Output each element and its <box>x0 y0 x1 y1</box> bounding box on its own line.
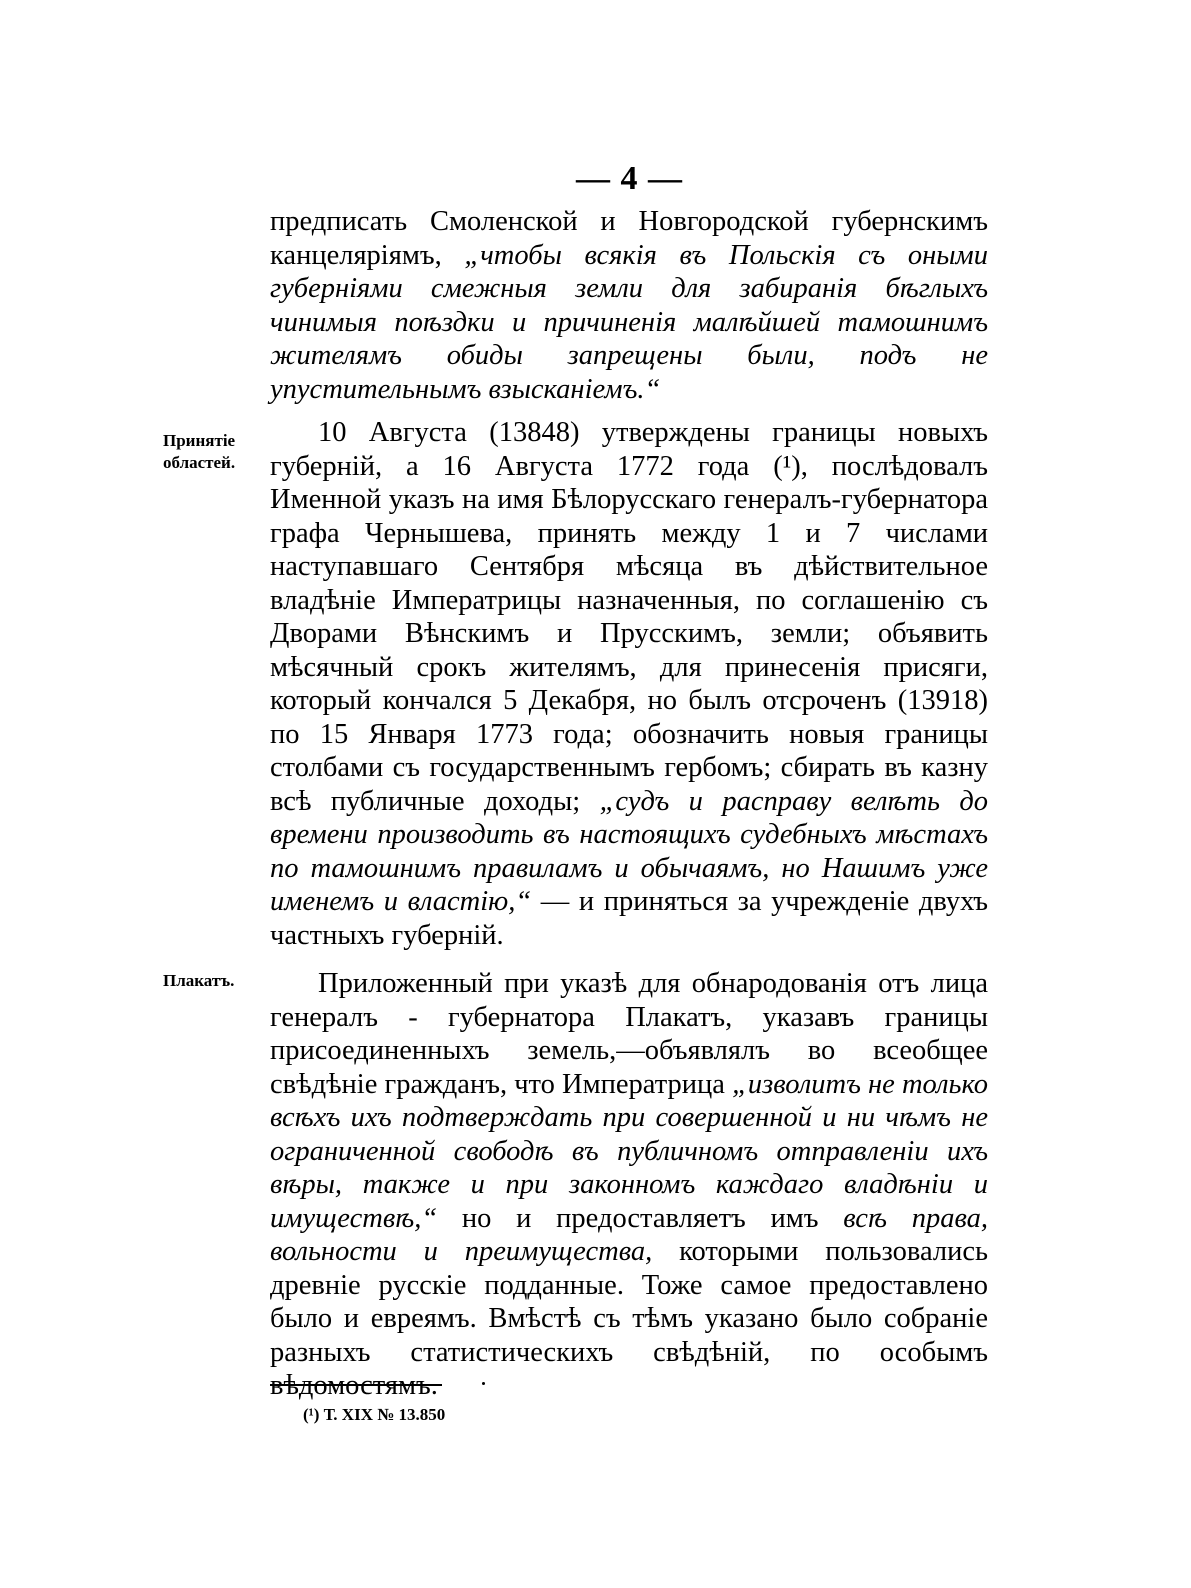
paragraph3-text-end: которыми пользовались древніе русскіе подданные. Тоже самое предоставлено было и евреямъ. Вмѣстѣ съ тѣмъ указано было собраніе разныхъ статистическихъ свѣдѣній, по особымъ вѣдомостямъ. <box>270 1236 988 1401</box>
footnote: (¹) Т. XIX № 13.850 <box>303 1405 446 1424</box>
paragraph3-text-mid: но и предоставляетъ имъ <box>437 1202 844 1234</box>
margin-note-acceptance-line1: Принятіе <box>163 431 236 450</box>
paragraph3-text: Приложенный при указѣ для обнародованія отъ лица генералъ - губернатора Плакатъ, указавъ границы присоединенныхъ земель,—объявлялъ во всеобщее свѣдѣніе гражданъ, что Императрица <box>270 968 988 1100</box>
paragraph3-quote: „изволитъ не только всѣхъ ихъ подтверждать при совершенной и ни чѣмъ не ограниченной свободѣ въ публичномъ отправленіи ихъ вѣры, также и при законномъ каждаго владѣніи и имуществѣ,“ <box>270 1068 988 1234</box>
footnote-divider-dot <box>482 1382 485 1385</box>
paragraph-borders <box>270 416 988 952</box>
paragraph1-text: предписать Смоленской и Новгородской губернскимъ канцеляріямъ, <box>270 206 988 271</box>
paragraph3-quote-rights: всѣ права, вольности и преимущества, <box>270 1202 988 1267</box>
paragraph2-quote: „судъ и расправу велѣть до времени производить въ настоящихъ судебныхъ мѣстахъ по тамошнимъ правиламъ и обычаямъ, но Нашимъ уже именемъ и властію,“ <box>270 785 989 917</box>
margin-note-acceptance-line2: областей. <box>163 453 236 472</box>
footnote-divider <box>270 1384 442 1386</box>
page-number: — 4 — <box>576 160 683 197</box>
paragraph-continuation <box>270 205 988 406</box>
margin-note-acceptance <box>163 430 263 474</box>
paragraph2-text: 10 Августа (13848) утверждены границы новыхъ губерній, а 16 Августа 1772 года (¹), послѣдовалъ Именной указъ на имя Бѣлорусскаго генералъ-губернатора графа Чернышева, принять между 1 и 7 числами наступавшаго Сентября мѣсяца въ дѣйствительное владѣніе Императрицы назначенныя, по соглашенію съ Дворами Вѣнскимъ и Прусскимъ, земли; объявить мѣсячный срокъ жителямъ, для принесенія присяги, который кончался 5 Декабря, но былъ отсроченъ (13918) по 15 Января 1773 года; обозначить новыя границы столбами съ государственнымъ гербомъ; сбирать въ казну всѣ публичные доходы; <box>270 417 988 817</box>
paragraph2-text-end: — и приняться за учрежденіе двухъ частныхъ губерній. <box>270 886 989 951</box>
paragraph-placard <box>270 967 988 1403</box>
paragraph1-quote: „чтобы всякія въ Польскія съ оными губерніями смежныя земли для забиранія бѣглыхъ чинимыя поѣздки и причиненія малѣйшей тамошнимъ жителямъ обиды запрещены были, подъ не упустительнымъ взысканіемъ.“ <box>270 239 988 405</box>
margin-note-placard: Плакатъ. <box>163 971 235 990</box>
